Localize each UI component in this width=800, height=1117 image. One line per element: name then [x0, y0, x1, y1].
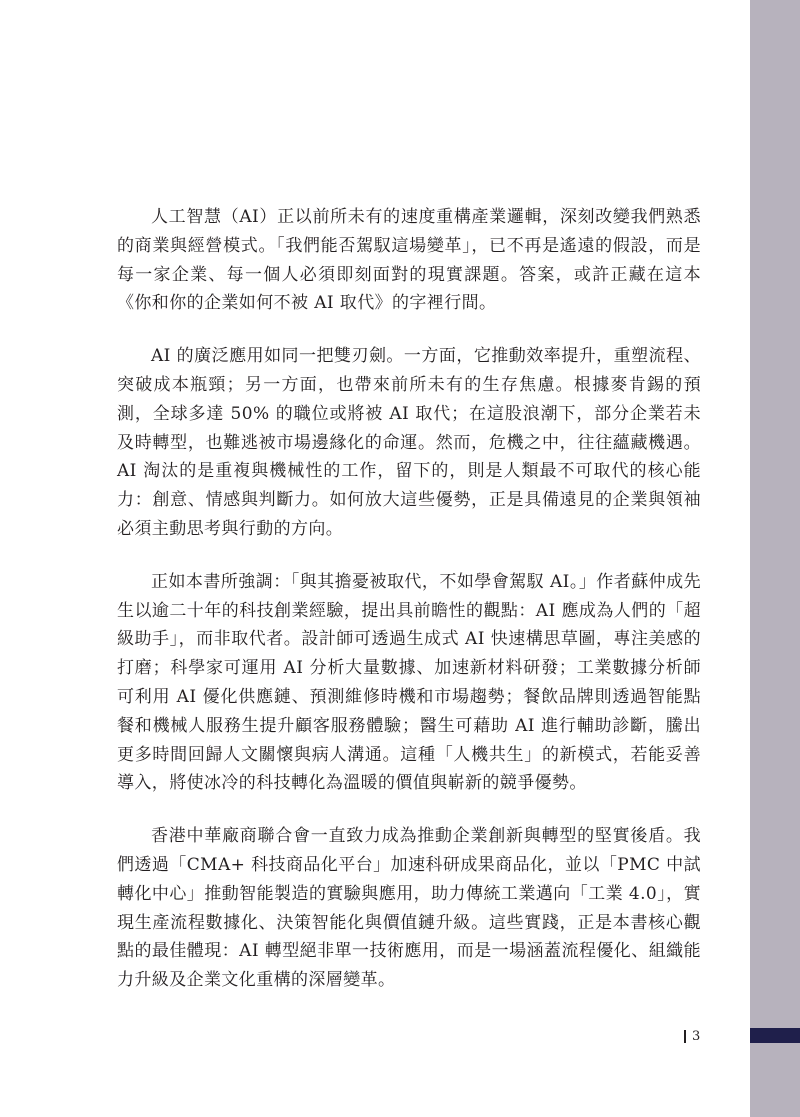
page-number-divider [684, 1030, 686, 1043]
paragraph-2: AI 的廣泛應用如同一把雙刃劍。一方面，它推動效率提升，重塑流程、突破成本瓶頸；另一方面，也帶來前所未有的生存焦慮。根據麥肯錫的預測，全球多達 50% 的職位或將被 AI 取代；在這股浪潮下，部分企業若未及時轉型，也難逃被市場邊緣化的命運。然而，危機之中，往往蘊藏機遇。AI 淘汰的是重複與機械性的工作，留下的，則是人類最不可取代的核心能力：創意、情感與判斷力。如何放大這些優勢，正是具備遠見的企業與領袖必須主動思考與行動的方向。 [117, 346, 701, 539]
page-number [684, 1026, 700, 1046]
paragraph-3: 正如本書所強調：「與其擔憂被取代，不如學會駕馭 AI。」作者蘇仲成先生以逾二十年的科技創業經驗，提出具前瞻性的觀點：AI 應成為人們的「超級助手」，而非取代者。設計師可透過生成式 AI 快速構思草圖，專注美感的打磨；科學家可運用 AI 分析大量數據、加速新材料研發；工業數據分析師可利用 AI 優化供應鏈、預測維修時機和市場趨勢；餐飲品牌則透過智能點餐和機械人服務生提升顧客服務體驗；醫生可藉助 AI 進行輔助診斷，騰出更多時間回歸人文關懷與病人溝通。這種「人機共生」的新模式，若能妥善導入，將使冰冷的科技轉化為溫暖的價值與嶄新的競爭優勢。 [117, 571, 701, 794]
body-text [117, 203, 701, 1019]
page-edge-tab [750, 1028, 800, 1043]
side-margin-band [750, 0, 800, 1117]
paragraph-1: 人工智慧（AI）正以前所未有的速度重構產業邏輯，深刻改變我們熟悉的商業與經營模式。「我們能否駕馭這場變革」，已不再是遙遠的假設，而是每一家企業、每一個人必須即刻面對的現實課題。答案，或許正藏在這本《你和你的企業如何不被 AI 取代》的字裡行間。 [117, 207, 701, 314]
page-number-value: 3 [692, 1028, 701, 1044]
paragraph-4: 香港中華廠商聯合會一直致力成為推動企業創新與轉型的堅實後盾。我們透過「CMA+ 科技商品化平台」加速科研成果商品化，並以「PMC 中試轉化中心」推動智能製造的實驗與應用，助力傳統工業邁向「工業 4.0」，實現生產流程數據化、決策智能化與價值鏈升級。這些實踐，正是本書核心觀點的最佳體現：AI 轉型絕非單一技術應用，而是一場涵蓋流程優化、組織能力升級及企業文化重構的深層變革。 [117, 826, 701, 991]
